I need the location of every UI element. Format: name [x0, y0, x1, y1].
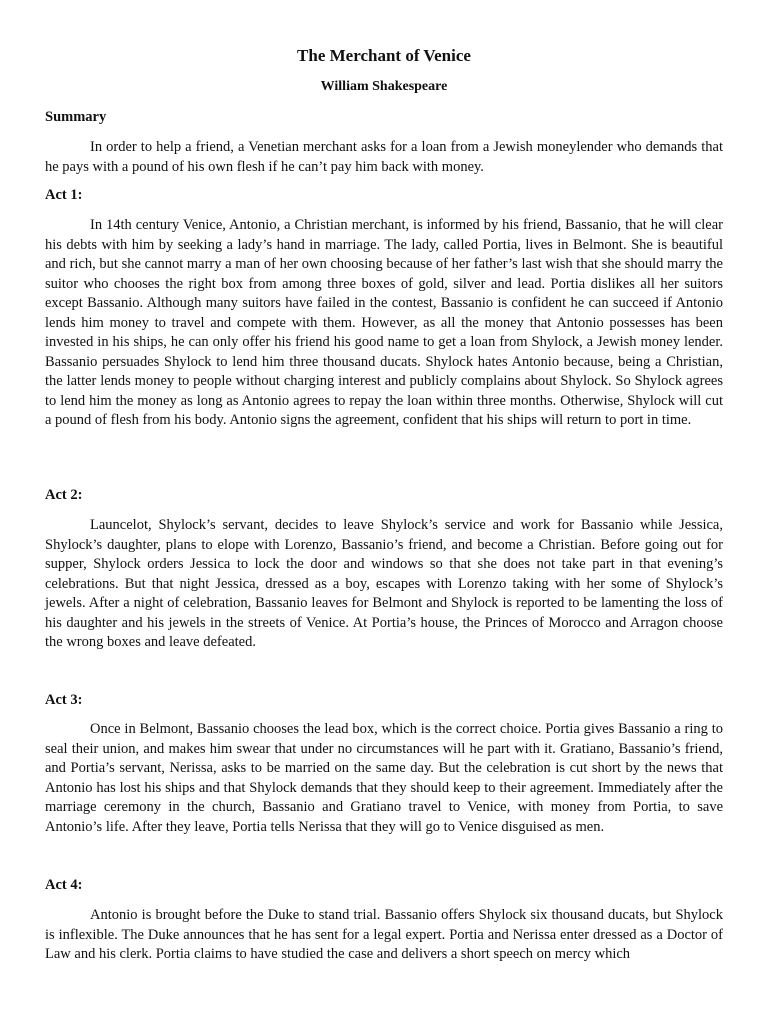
- act-1-heading: Act 1:: [45, 187, 83, 203]
- summary-paragraph: In order to help a friend, a Venetian merchant asks for a loan from a Jewish moneylender who demands that he pays with a pound of his own flesh if he can’t pay him back with money.: [45, 139, 723, 175]
- act-3-heading: Act 3:: [45, 692, 83, 708]
- act-4-heading: Act 4:: [45, 877, 83, 893]
- act-4-paragraph: Antonio is brought before the Duke to stand trial. Bassanio offers Shylock six thousand ducats, but Shylock is inflexible. The Duke announces that he has sent for a legal expert. Portia and Nerissa enter dressed as a Doctor of Law and his clerk. Portia claims to have studied the case and delivers a short speech on mercy which: [45, 907, 723, 962]
- act-2-heading: Act 2:: [45, 487, 83, 503]
- document-title: The Merchant of Venice: [297, 46, 471, 65]
- act-3-paragraph: Once in Belmont, Bassanio chooses the lead box, which is the correct choice. Portia gives Bassanio a ring to seal their union, and makes him swear that under no circumstances will he part with it. Gratiano, Bassanio’s friend, and Portia’s servant, Nerissa, asks to be married on the same day. But the celebration is cut short by the news that Antonio has lost his ships and that Shylock demands that they should keep to their agreement. Immediately after the marriage ceremony in the church, Bassanio and Gratiano travel to Venice, with money from Portia, to save Antonio’s life. After they leave, Portia tells Nerissa that they will go to Venice disguised as men.: [45, 721, 723, 835]
- document-author: William Shakespeare: [320, 79, 448, 94]
- summary-heading: Summary: [45, 109, 107, 125]
- act-2-paragraph: Launcelot, Shylock’s servant, decides to leave Shylock’s service and work for Bassanio while Jessica, Shylock’s daughter, plans to elope with Lorenzo, Bassanio’s friend, and become a Christian. Before going out for supper, Shylock orders Jessica to lock the door and windows so that she does not take part in that evening’s celebrations. But that night Jessica, dressed as a boy, escapes with Lorenzo taking with her some of Shylock’s jewels. After a night of celebration, Bassanio leaves for Belmont and Shylock is reported to be lamenting the loss of his daughter and his jewels in the streets of Venice. At Portia’s house, the Princes of Morocco and Arragon choose the wrong boxes and leave defeated.: [45, 517, 723, 650]
- act-1-paragraph: In 14th century Venice, Antonio, a Christian merchant, is informed by his friend, Bassanio, that he will clear his debts with him by seeking a lady’s hand in marriage. The lady, called Portia, lives in Belmont. She is beautiful and rich, but she cannot marry a man of her own choosing because of her father’s last wish that she should marry the suitor who chooses the right box from among three boxes of gold, silver and lead. Portia dislikes all her suitors except Bassanio. Although many suitors have failed in the contest, Bassanio is confident he can succeed if Antonio lends him money to travel and compete with them. However, as all the money that Antonio possesses has been invested in his ships, he can only offer his friend his good name to get a loan from Shylock, a Jewish money lender. Bassanio persuades Shylock to lend him three thousand ducats. Shylock hates Antonio because, being a Christian, the latter lends money to people without charging interest and publicly complains about Shylock. So Shylock agrees to lend him the money as long as Antonio agrees to repay the loan within three months. Otherwise, Shylock will cut a pound of flesh from his body. Antonio signs the agreement, confident that his ships will return to port in time.: [45, 217, 723, 428]
